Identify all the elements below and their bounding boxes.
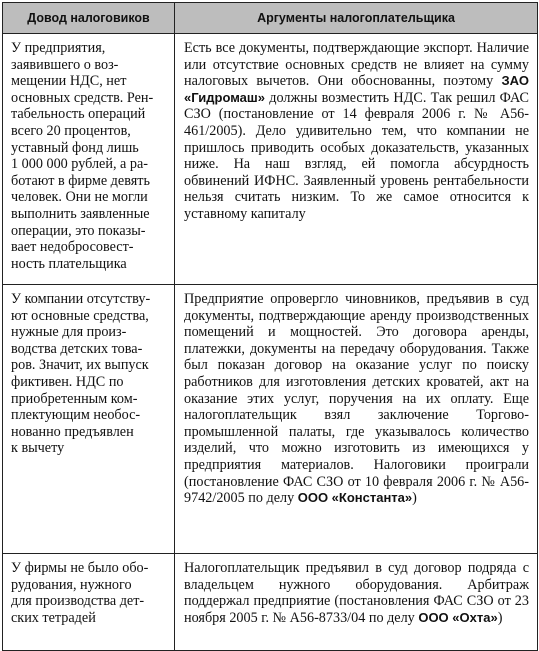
cell-text: Налогоплательщик предъявил в суд договор подряда с владельцем нужного оборудования. Арбитраж поддержал предприятие (постановления ФАС СЗО от 23 ноября 2005 г. № А56-8733/04 по делу — [184, 560, 529, 626]
cell-line: уставный фонд лишь — [11, 139, 139, 156]
cell-line: ность плательщика — [11, 255, 127, 272]
cell-line: ют основные средства, — [11, 307, 149, 324]
cell-line: ботают в фирме девять — [11, 172, 150, 189]
table-header-row — [3, 3, 538, 34]
cell-line: У предприятия, — [11, 40, 106, 56]
taxpayer-argument-cell — [175, 554, 538, 651]
cell-line: мещении НДС, нет — [11, 73, 127, 90]
company-name: ЗАО «Гидромаш» — [184, 73, 529, 105]
cell-line: табельность операций — [11, 106, 146, 123]
cell-line: приобретенным ком- — [11, 390, 138, 407]
cell-line: нужные для произ- — [11, 324, 127, 341]
cell-line: заявившего о воз- — [11, 56, 119, 73]
cell-line: ских тетрадей — [11, 609, 96, 626]
cell-line: 1 000 000 рублей, а ра- — [11, 156, 148, 173]
table-row — [3, 34, 538, 285]
cell-line: человек. Они не могли — [11, 189, 148, 206]
cell-line: водства детских това- — [11, 340, 143, 357]
cell-line: плектующим необос- — [11, 407, 141, 424]
cell-line: для производства дет- — [11, 593, 145, 610]
cell-line: рудования, нужного — [11, 576, 132, 593]
arguments-table — [2, 2, 538, 651]
header-taxpayer-arguments: Аргументы налогоплательщика — [175, 3, 538, 34]
taxpayer-argument-cell — [175, 34, 538, 285]
cell-line: У фирмы не было обо- — [11, 560, 149, 576]
cell-line: ров. Значит, их выпуск — [11, 357, 149, 374]
taxpayer-argument-cell — [175, 285, 538, 554]
cell-line: нованно предъявлен — [11, 423, 134, 440]
header-tax-authority-arguments: Довод налоговиков — [3, 3, 175, 34]
cell-line: выполнить заявленные — [11, 205, 150, 222]
table-row — [3, 554, 538, 651]
cell-text: ) — [497, 609, 503, 626]
cell-line: к вычету — [11, 440, 65, 457]
cell-text: ) — [412, 490, 417, 507]
company-name: ООО «Константа» — [297, 490, 413, 506]
cell-line: У компании отсутству- — [11, 291, 151, 307]
tax-authority-argument-cell — [3, 34, 175, 285]
cell-line: вает недобросовест- — [11, 239, 134, 256]
table-row — [3, 285, 538, 554]
company-name: ООО «Охта» — [418, 609, 498, 625]
cell-line: фиктивен. НДС по — [11, 373, 124, 390]
cell-line: всего 20 процентов, — [11, 122, 131, 139]
tax-authority-argument-cell — [3, 285, 175, 554]
cell-text: Есть все документы, подтверждающие экспорт. Наличие или отсутствие основных средств не влияет на сумму налоговых вычетов. Они обоснованны, поэтому — [184, 40, 529, 90]
cell-line: операции, это показы- — [11, 222, 146, 239]
cell-text: должны возместить НДС. Так решил ФАС СЗО (постановление от 14 февраля 2006 г. № А56-461/2005). Дело удивительно тем, что компании не пришлось приводить особых доказательств, указанных ниже. На наш взгляд, ей помогла абсурдность обвинений ИФНС. Заявленный уровень рентабельности нельзя считать низким. То же самое относится к уставному капиталу — [184, 89, 529, 222]
cell-text: Предприятие опровергло чиновников, предъявив в суд документы, подтверждающие аренду производственных помещений и мощностей. Это договора аренды, платежки, документы на передачу оборудования. Также был показан договор на оказание услуг по поиску работников для изготовления детских кроватей, акт на оказание этих услуг, поручения на их оплату. Еще налогоплательщик взял заключение Торгово-промышленной палаты, где указывалось количество изделий, что можно изготовить из имеющихся у предприятия материалов. Налоговики проиграли (постановление ФАС СЗО от 10 февраля 2006 г. № А56-9742/2005 по делу — [184, 291, 529, 507]
cell-line: основных средств. Рен- — [11, 89, 154, 106]
tax-authority-argument-cell — [3, 554, 175, 651]
